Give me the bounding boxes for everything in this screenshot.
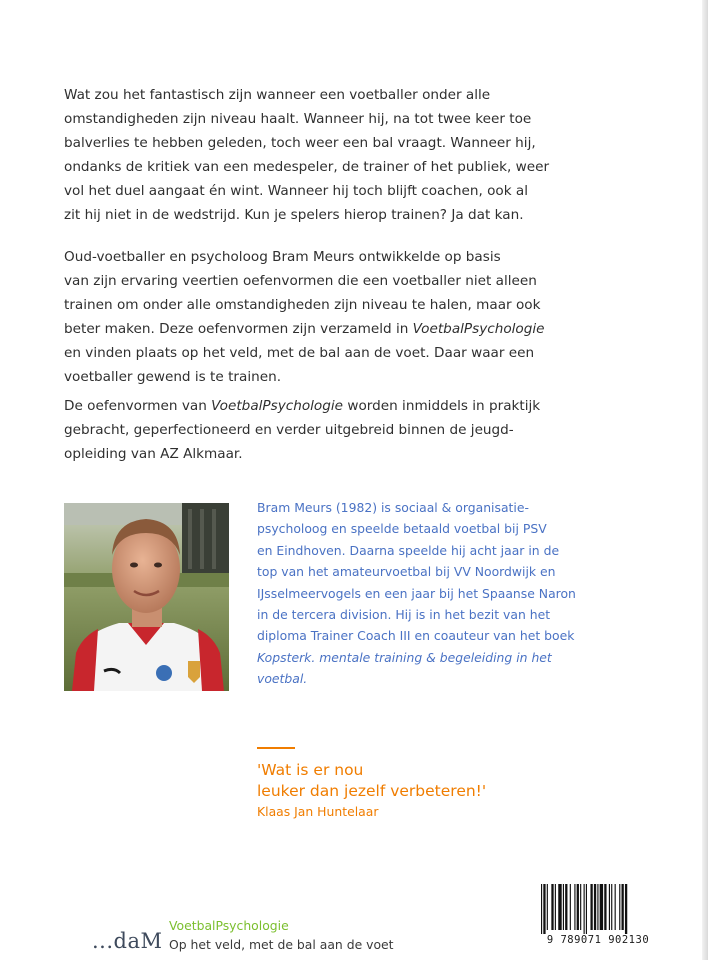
text-line: vol het duel aangaat én wint. Wanneer hij toch blijft coachen, ook al [64,183,529,199]
text-line: ondanks de kritiek van een medespeler, de trainer of het publiek, weer [64,159,550,175]
isbn-digits: 9 789071 902130 [546,934,650,946]
series-title: VoetbalPsychologie [169,918,289,933]
text-line [64,317,624,341]
text-line: en vinden plaats op het veld, met de bal aan de voet. Daar waar een [64,345,535,361]
barcode-bar [565,884,567,930]
text-line: zit hij niet in de wedstrijd. Kun je spelers hierop trainen? Ja dat kan. [64,207,524,223]
text-line: gebracht, geperfectioneerd en verder uitgebreid binnen de jeugd- [64,422,514,438]
barcode-bar [584,884,585,934]
bio-line [257,647,627,668]
barcode-bar [555,884,556,930]
author-photo [64,503,229,691]
bio-line: psycholoog en speelde betaald voetbal bij PSV [257,521,547,537]
barcode-bar [580,884,581,930]
text-line [64,394,624,418]
barcode-bar [611,884,612,930]
text-line: Oud-voetballer en psycholoog Bram Meurs ontwikkelde op basis [64,249,501,265]
barcode-bar [577,884,579,930]
barcode-bar [594,884,596,930]
barcode-bar [558,884,561,930]
barcode-bar [551,884,553,930]
book-title: VoetbalPsychologie [412,321,545,337]
text-line: omstandigheden zijn niveau haalt. Wanneer hij, na tot twee keer toe [64,111,532,127]
bio-line: in de tercera division. Hij is in het bezit van het [257,607,551,623]
barcode-bar [600,884,603,930]
bio-book-title: Kopsterk. mentale training & begeleiding in het [257,649,552,665]
bio-line: en Eindhoven. Daarna speelde hij acht jaar in de [257,542,560,558]
barcode-bar [574,884,575,930]
bio-line: top van het amateurvoetbal bij VV Noordwijk en [257,564,556,580]
isbn-barcode [535,878,661,960]
barcode-bar [543,884,545,934]
barcode-bar [604,884,606,930]
intro-paragraph-2 [64,245,624,389]
quote-divider [257,747,295,749]
bio-line: Bram Meurs (1982) is sociaal & organisatie- [257,500,529,515]
barcode-bar [609,884,610,930]
barcode-bar [597,884,598,930]
quote-line: 'Wat is er nou [257,761,364,779]
text-segment: beter maken. Deze oefenvormen zijn verzameld in [64,321,413,337]
pull-quote [257,760,617,802]
text-line: trainen om onder alle omstandigheden zijn niveau te halen, maar ook [64,297,541,313]
text-line: balverlies te hebben geleden, toch weer een bal vraagt. Wanneer hij, [64,135,536,151]
intro-paragraph-1 [64,83,624,227]
text-line: Wat zou het fantastisch zijn wanneer een voetballer onder alle [64,87,491,103]
text-segment: De oefenvormen van [64,398,212,414]
publisher-logo: ...daM [92,929,163,953]
text-line: voetballer gewend is te trainen. [64,369,282,385]
bio-line: diploma Trainer Coach III en coauteur van het boek [257,628,575,644]
text-line: van zijn ervaring veertien oefenvormen die een voetballer niet alleen [64,273,537,289]
barcode-bar [563,884,564,930]
text-line: opleiding van AZ Alkmaar. [64,446,243,462]
barcode-bar [615,884,616,930]
barcode-bar [541,884,542,934]
barcode-bar [625,884,627,934]
bio-line [257,668,627,689]
barcode-bar [590,884,592,930]
barcode-bars [541,884,655,934]
barcode-bar [570,884,571,930]
series-subtitle: Op het veld, met de bal aan de voet [169,937,394,952]
quote-line: leuker dan jezelf verbeteren!' [257,782,487,800]
quote-author: Klaas Jan Huntelaar [257,804,379,819]
bio-line: IJsselmeervogels en een jaar bij het Spaanse Naron [257,585,576,601]
bio-book-title: voetbal. [257,671,308,687]
text-segment: worden inmiddels in praktijk [343,398,541,414]
barcode-bar [619,884,620,930]
page-edge [702,0,708,960]
barcode-bar [586,884,587,934]
author-bio [257,497,627,690]
intro-paragraph-3 [64,394,624,466]
barcode-bar [622,884,624,930]
barcode-bar [547,884,548,930]
book-title: VoetbalPsychologie [211,398,344,414]
